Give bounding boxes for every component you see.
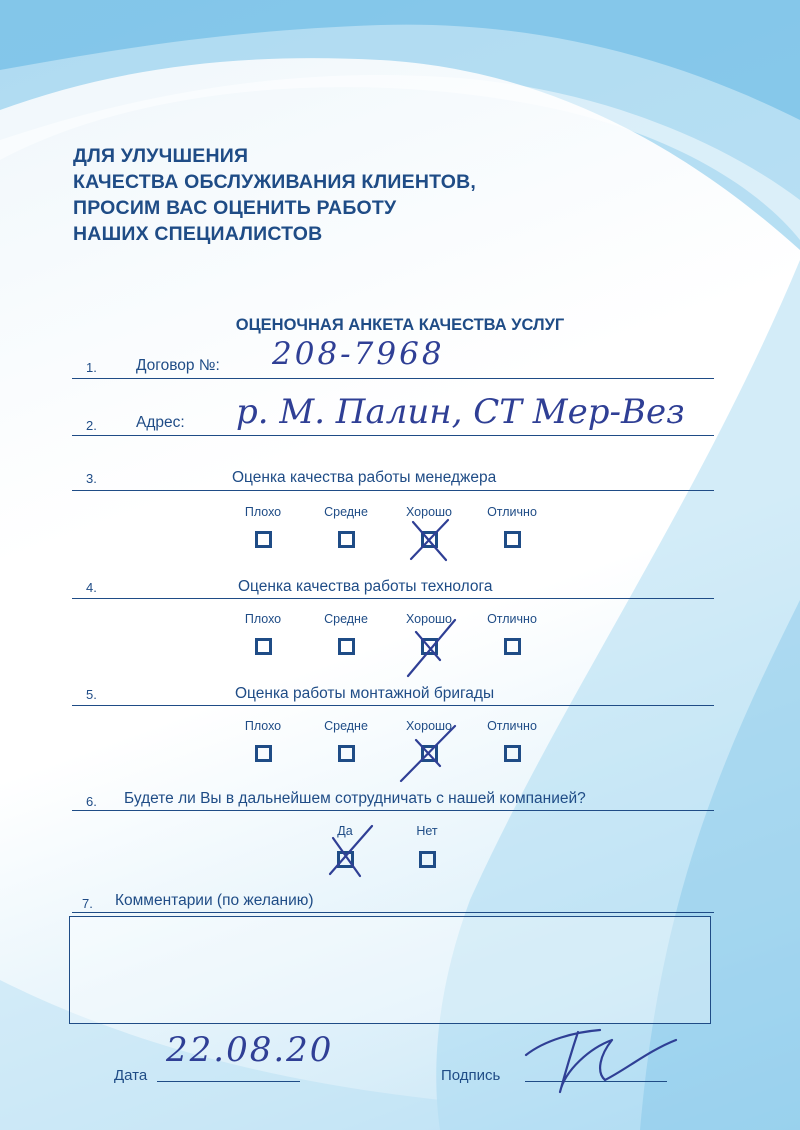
comments-label: Комментарии (по желанию): [115, 892, 314, 909]
option-label-average: Средне: [324, 612, 368, 626]
date-handwritten-value: 22.08.20: [166, 1030, 334, 1070]
option-label-bad: Плохо: [244, 612, 282, 626]
address-label: Адрес:: [136, 414, 185, 431]
checkbox-bad[interactable]: [255, 745, 272, 762]
question-underline: [72, 598, 714, 599]
option-label-average: Средне: [324, 719, 368, 733]
form-title: ОЦЕНОЧНАЯ АНКЕТА КАЧЕСТВА УСЛУГ: [235, 316, 565, 334]
question-underline: [72, 705, 714, 706]
question-label: Оценка качества работы технолога: [238, 578, 493, 595]
question-number: 2.: [86, 418, 97, 433]
header-line-4: НАШИХ СПЕЦИАЛИСТОВ: [73, 223, 323, 245]
contract-label: Договор №:: [136, 357, 220, 374]
option-label-good: Хорошо: [405, 612, 453, 626]
option-label-bad: Плохо: [244, 505, 282, 519]
signature-underline: [525, 1081, 667, 1082]
answer-underline: [72, 378, 714, 379]
checkbox-excellent[interactable]: [504, 531, 521, 548]
question-underline: [72, 490, 714, 491]
header-line-3: ПРОСИМ ВАС ОЦЕНИТЬ РАБОТУ: [73, 197, 397, 219]
checkbox-no[interactable]: [419, 851, 436, 868]
option-label-good: Хорошо: [405, 719, 453, 733]
header-text: [73, 143, 476, 247]
checkbox-bad[interactable]: [255, 531, 272, 548]
question-number: 7.: [82, 896, 93, 911]
question-label: Оценка качества работы менеджера: [232, 469, 497, 486]
comments-textarea[interactable]: [69, 916, 711, 1024]
option-label-excellent: Отлично: [487, 612, 537, 626]
checkbox-excellent[interactable]: [504, 745, 521, 762]
option-label-bad: Плохо: [244, 719, 282, 733]
question-number: 4.: [86, 580, 97, 595]
checkbox-yes[interactable]: [337, 851, 354, 868]
option-label-average: Средне: [324, 505, 368, 519]
address-handwritten-value: р. М. Палин, СТ Мер-Вез: [236, 392, 685, 432]
question-underline: [72, 912, 714, 913]
checkbox-average[interactable]: [338, 745, 355, 762]
question-underline: [72, 810, 714, 811]
date-underline: [157, 1081, 300, 1082]
question-number: 1.: [86, 360, 97, 375]
date-label: Дата: [114, 1067, 148, 1084]
option-label-yes: Да: [337, 824, 353, 838]
option-label-good: Хорошо: [405, 505, 453, 519]
checkbox-average[interactable]: [338, 531, 355, 548]
contract-handwritten-value: 208-7968: [272, 336, 445, 372]
checkbox-bad[interactable]: [255, 638, 272, 655]
signature-label: Подпись: [441, 1067, 501, 1084]
checkbox-average[interactable]: [338, 638, 355, 655]
checkbox-good[interactable]: [421, 531, 438, 548]
question-label: Будете ли Вы в дальнейшем сотрудничать с нашей компанией?: [124, 790, 586, 807]
question-label: Оценка работы монтажной бригады: [235, 685, 495, 702]
header-line-1: ДЛЯ УЛУЧШЕНИЯ: [73, 145, 249, 167]
checkbox-good[interactable]: [421, 745, 438, 762]
question-number: 6.: [86, 794, 97, 809]
header-line-2: КАЧЕСТВА ОБСЛУЖИВАНИЯ КЛИЕНТОВ,: [73, 171, 477, 193]
checkbox-excellent[interactable]: [504, 638, 521, 655]
question-number: 5.: [86, 687, 97, 702]
checkbox-good[interactable]: [421, 638, 438, 655]
option-label-excellent: Отлично: [487, 505, 537, 519]
option-label-no: Нет: [416, 824, 438, 838]
question-number: 3.: [86, 471, 97, 486]
answer-underline: [72, 435, 714, 436]
option-label-excellent: Отлично: [487, 719, 537, 733]
